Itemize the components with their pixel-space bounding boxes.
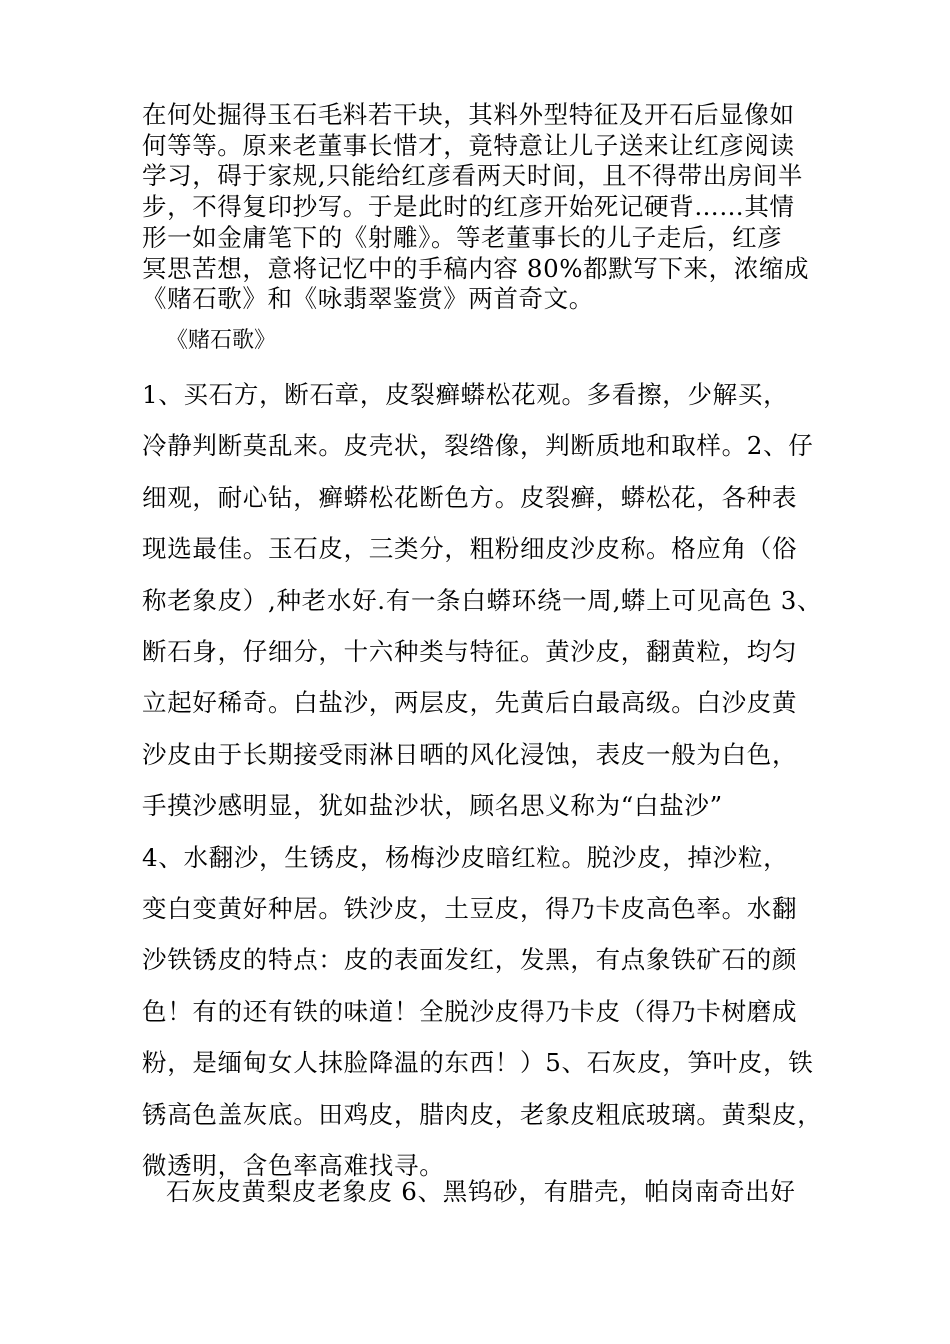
text-line: 沙铁锈皮的特点：皮的表面发红，发黑，有点象铁矿石的颜: [142, 945, 798, 975]
text-line: 手摸沙感明显，犹如盐沙状，顾名思义称为“白盐沙”: [142, 791, 723, 821]
continuation-paragraph: [166, 1166, 856, 1217]
text-line: 石灰皮黄梨皮老象皮 6、黑钨砂，有腊壳，帕岗南奇出好: [166, 1177, 796, 1206]
text-line: 步，不得复印抄写。于是此时的红彦开始死记硬背……其情: [142, 192, 795, 222]
text-line: 锈高色盖灰底。田鸡皮，腊肉皮，老象皮粗底玻璃。黄梨皮，: [142, 1099, 823, 1129]
text-line: 称老象皮）,种老水好.有一条白蟒环绕一周,蟒上可见高色 3、: [142, 585, 823, 615]
text-line: 在何处掘得玉石毛料若干块，其料外型特征及开石后显像如: [142, 100, 795, 129]
text-line: 沙皮由于长期接受雨淋日晒的风化浸蚀，表皮一般为白色，: [142, 739, 798, 769]
intro-paragraph: [142, 100, 832, 315]
poem-title: 《赌石歌》: [166, 328, 277, 353]
text-line: 微透明，含色率高难找寻。: [142, 1151, 445, 1181]
text-line: 细观，耐心钻，癣蟒松花断色方。皮裂癣，蟒松花，各种表: [142, 482, 798, 512]
text-line: 粉，是缅甸女人抹脸降温的东西！）5、石灰皮，笋叶皮，铁: [142, 1048, 814, 1078]
text-line: 何等等。原来老董事长惜才，竟特意让儿子送来让红彦阅读: [142, 130, 795, 160]
text-line: 断石身，仔细分，十六种类与特征。黄沙皮，翻黄粒，均匀: [142, 637, 798, 667]
text-line: 色！有的还有铁的味道！全脱沙皮得乃卡皮（得乃卡树磨成: [142, 996, 798, 1026]
text-line: 形一如金庸笔下的《射雕》。等老董事长的儿子走后，红彦: [142, 222, 783, 252]
poem-body-paragraph: [142, 369, 832, 1192]
text-line: 冥思苦想，意将记忆中的手稿内容 80%都默写下来，浓缩成: [142, 253, 810, 283]
text-line: 冷静判断莫乱来。皮壳状，裂绺像，判断质地和取样。2、仔: [142, 431, 814, 461]
text-line: 变白变黄好种居。铁沙皮，土豆皮，得乃卡皮高色率。水翻: [142, 894, 798, 924]
text-line: 《赌石歌》和《咏翡翠鉴赏》两首奇文。: [142, 284, 594, 314]
text-line: 1、买石方，断石章，皮裂癣蟒松花观。多看擦，少解买，: [142, 380, 789, 409]
text-line: 4、水翻沙，生锈皮，杨梅沙皮暗红粒。脱沙皮，掉沙粒，: [142, 842, 789, 872]
text-line: 立起好稀奇。白盐沙，两层皮，先黄后白最高级。白沙皮黄: [142, 688, 798, 718]
text-line: 现选最佳。玉石皮，三类分，粗粉细皮沙皮称。格应角（俗: [142, 534, 798, 564]
text-line: 学习，碍于家规,只能给红彦看两天时间，且不得带出房间半: [142, 161, 803, 191]
